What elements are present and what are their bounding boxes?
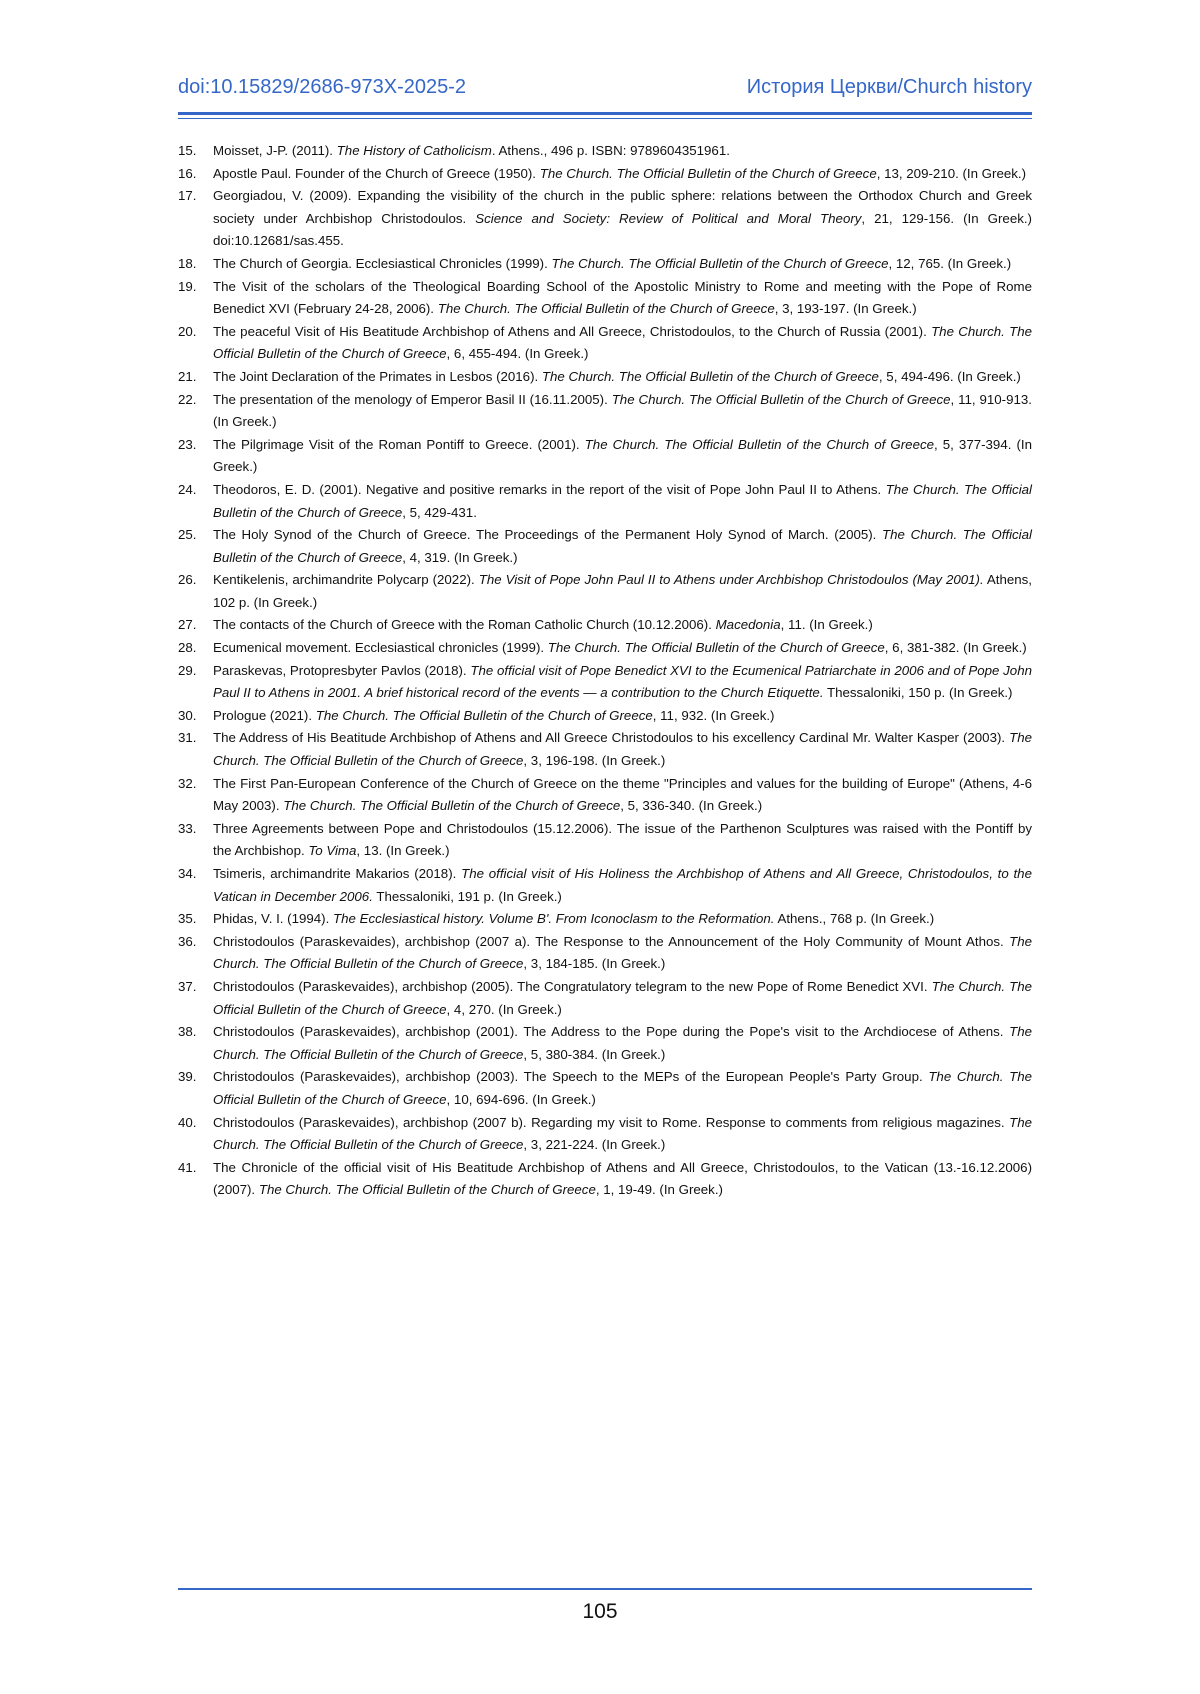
reference-number: 22.	[178, 391, 197, 407]
reference-item	[178, 818, 1032, 863]
reference-source: The Church. The Official Bulletin of the Church of Greece	[213, 978, 1032, 1017]
reference-text: The peaceful Visit of His Beatitude Archbishop of Athens and All Greece, Christodoulos, to the Church of Russia (2001).	[213, 323, 932, 339]
reference-details: , 12, 765. (In Greek.)	[888, 255, 1012, 271]
reference-number: 31.	[178, 730, 197, 746]
reference-number: 35.	[178, 911, 197, 927]
reference-item	[178, 773, 1032, 818]
reference-details: Athens, 102 p. (In Greek.)	[213, 572, 1032, 610]
reference-item	[178, 321, 1032, 366]
reference-source: The History of Catholicism	[336, 143, 492, 158]
reference-text: Phidas, V. I. (1994).	[213, 911, 333, 927]
reference-source: The Church. The Official Bulletin of the Church of Greece	[584, 436, 935, 452]
reference-text: Christodoulos (Paraskevaides), archbishop (2003). The Speech to the MEPs of the European People's Party Group.	[213, 1069, 929, 1085]
reference-number: 18.	[178, 255, 197, 271]
reference-text: Three Agreements between Pope and Christodoulos (15.12.2006). The issue of the Parthenon Sculptures was raised with the Pontiff by the Archbishop.	[213, 820, 1032, 859]
reference-source: The Church. The Official Bulletin of the Church of Greece	[213, 527, 1032, 565]
reference-text: The Chronicle of the official visit of His Beatitude Archbishop of Athens and All Greece, Christodoulos, to the Vatican (13.-16.12.2006) (2007).	[213, 1159, 1032, 1198]
reference-source: The Church. The Official Bulletin of the Church of Greece	[213, 323, 1032, 362]
reference-item	[178, 727, 1032, 772]
reference-number: 34.	[178, 866, 197, 881]
reference-source: The Church. The Official Bulletin of the Church of Greece	[258, 1182, 596, 1198]
reference-details: , 6, 381-382. (In Greek.)	[884, 640, 1027, 656]
reference-details: , 3, 221-224. (In Greek.)	[523, 1137, 666, 1153]
reference-number: 28.	[178, 640, 197, 656]
reference-item	[178, 1021, 1032, 1066]
reference-details: Athens., 768 p. (In Greek.)	[774, 911, 935, 927]
reference-source: The Church. The Official Bulletin of the Church of Greece	[213, 1069, 1032, 1107]
reference-source: The Church. The Official Bulletin of the Church of Greece	[213, 730, 1032, 769]
reference-text: Apostle Paul. Founder of the Church of Greece (1950).	[213, 165, 540, 181]
reference-source: The Church. The Official Bulletin of the Church of Greece	[283, 798, 621, 814]
reference-item	[178, 637, 1032, 660]
reference-source: The Church. The Official Bulletin of the Church of Greece	[611, 391, 951, 407]
reference-number: 37.	[178, 978, 197, 994]
reference-details: , 10, 694-696. (In Greek.)	[446, 1091, 596, 1107]
reference-source: The Church. The Official Bulletin of the Church of Greece	[213, 1024, 1032, 1062]
reference-details: , 3, 184-185. (In Greek.)	[523, 956, 666, 972]
reference-details: Thessaloniki, 191 p. (In Greek.)	[372, 888, 562, 904]
reference-details: , 13. (In Greek.)	[356, 843, 450, 859]
reference-item	[178, 660, 1032, 705]
reference-source: The Church. The Official Bulletin of the Church of Greece	[213, 1114, 1032, 1153]
reference-number: 25.	[178, 527, 197, 543]
reference-text: Ecumenical movement. Ecclesiastical chronicles (1999).	[213, 640, 548, 656]
reference-item	[178, 140, 1032, 163]
reference-item	[178, 276, 1032, 321]
reference-item	[178, 479, 1032, 524]
reference-source: To Vima	[308, 843, 357, 859]
reference-details: , 4, 270. (In Greek.)	[446, 1001, 562, 1017]
reference-item	[178, 163, 1032, 186]
reference-item	[178, 705, 1032, 728]
reference-number: 36.	[178, 933, 197, 949]
reference-details: . Athens., 496 p. ISBN: 9789604351961.	[491, 143, 730, 158]
footer-rule	[178, 1588, 1032, 1590]
reference-number: 16.	[178, 165, 197, 181]
reference-item	[178, 524, 1032, 569]
reference-details: , 11, 910-913. (In Greek.)	[213, 391, 1032, 430]
reference-details: , 13, 209-210. (In Greek.)	[876, 165, 1027, 181]
reference-number: 38.	[178, 1024, 197, 1040]
reference-text: The Holy Synod of the Church of Greece. The Proceedings of the Permanent Holy Synod of March. (2005).	[213, 527, 883, 543]
reference-item	[178, 908, 1032, 931]
reference-text: The Pilgrimage Visit of the Roman Pontiff to Greece. (2001).	[213, 436, 585, 452]
section-title: История Церкви/Church history	[746, 76, 1032, 98]
reference-item	[178, 185, 1032, 253]
reference-source: The official visit of His Holiness the Archbishop of Athens and All Greece, Christodoulos, to the Vatican in December 2006.	[213, 866, 1032, 904]
header-rule-thin	[178, 118, 1032, 119]
reference-source: The Church. The Official Bulletin of the Church of Greece	[315, 707, 653, 723]
reference-details: , 5, 336-340. (In Greek.)	[620, 798, 763, 814]
reference-details: , 11. (In Greek.)	[780, 617, 873, 633]
reference-number: 39.	[178, 1069, 197, 1085]
reference-text: Christodoulos (Paraskevaides), archbishop (2005). The Congratulatory telegram to the new Pope of Rome Benedict XVI.	[213, 978, 932, 994]
reference-text: Theodoros, E. D. (2001). Negative and positive remarks in the report of the visit of Pope John Paul II to Athens.	[213, 481, 886, 497]
reference-item	[178, 931, 1032, 976]
reference-number: 19.	[178, 278, 197, 294]
reference-text: Christodoulos (Paraskevaides), archbishop (2007 b). Regarding my visit to Rome. Response to comments from religious magazines.	[213, 1114, 1010, 1130]
reference-number: 23.	[178, 436, 197, 452]
reference-text: Tsimeris, archimandrite Makarios (2018).	[213, 866, 462, 881]
reference-number: 41.	[178, 1159, 197, 1175]
reference-source: Science and Society: Review of Political and Moral Theory	[475, 210, 862, 226]
reference-text: Paraskevas, Protopresbyter Pavlos (2018).	[213, 662, 471, 678]
reference-number: 17.	[178, 188, 197, 204]
reference-text: The contacts of the Church of Greece with the Roman Catholic Church (10.12.2006).	[213, 617, 716, 633]
doi-link[interactable]: doi:10.15829/2686-973X-2025-2	[178, 76, 467, 98]
reference-source: The Church. The Official Bulletin of the Church of Greece	[539, 165, 877, 181]
reference-number: 29.	[178, 662, 197, 678]
reference-number: 15.	[178, 143, 197, 158]
reference-source: The Ecclesiastical history. Volume B'. From Iconoclasm to the Reformation.	[333, 911, 775, 927]
reference-source: The Church. The Official Bulletin of the Church of Greece	[437, 301, 775, 317]
reference-text: The Address of His Beatitude Archbishop of Athens and All Greece Christodoulos to his excellency Cardinal Mr. Walter Kasper (2003).	[213, 730, 1010, 746]
reference-source: The Church. The Official Bulletin of the Church of Greece	[541, 368, 879, 384]
reference-source: Macedonia	[715, 617, 781, 633]
reference-text: The Church of Georgia. Ecclesiastical Chronicles (1999).	[213, 255, 552, 271]
reference-details: , 1, 19-49. (In Greek.)	[595, 1182, 723, 1198]
reference-details: , 11, 932. (In Greek.)	[652, 707, 775, 723]
running-header	[178, 70, 1032, 106]
reference-item	[178, 366, 1032, 389]
reference-source: The official visit of Pope Benedict XVI to the Ecumenical Patriarchate in 2006 and of Pope John Paul II to Athens in 2001. A brief historical record of the events — a contribution to the Church Etiquette.	[213, 662, 1032, 701]
reference-number: 21.	[178, 368, 197, 384]
reference-details: , 5, 429-431.	[402, 504, 477, 520]
reference-text: The Joint Declaration of the Primates in Lesbos (2016).	[213, 368, 542, 384]
reference-list	[178, 140, 1032, 1202]
reference-source: The Church. The Official Bulletin of the Church of Greece	[547, 640, 885, 656]
reference-item	[178, 569, 1032, 614]
reference-text: Prologue (2021).	[213, 707, 316, 723]
reference-details: , 5, 377-394. (In Greek.)	[213, 436, 1033, 475]
reference-number: 27.	[178, 617, 197, 633]
reference-text: The First Pan-European Conference of the Church of Greece on the theme "Principles and values for the building of Europe" (Athens, 4-6 May 2003).	[213, 775, 1032, 814]
page-number: 105	[582, 1600, 618, 1623]
reference-source: The Church. The Official Bulletin of the Church of Greece	[213, 481, 1033, 520]
reference-item	[178, 1112, 1032, 1157]
reference-details: , 3, 193-197. (In Greek.)	[774, 301, 917, 317]
reference-number: 33.	[178, 820, 197, 836]
reference-text: The presentation of the menology of Emperor Basil II (16.11.2005).	[213, 391, 612, 407]
reference-item	[178, 253, 1032, 276]
reference-item	[178, 1066, 1032, 1111]
reference-details: Thessaloniki, 150 p. (In Greek.)	[823, 685, 1013, 701]
reference-number: 20.	[178, 323, 197, 339]
reference-details: , 3, 196-198. (In Greek.)	[523, 753, 666, 769]
reference-source: The Visit of Pope John Paul II to Athens under Archbishop Christodoulos (May 2001).	[478, 572, 984, 588]
reference-source: The Church. The Official Bulletin of the Church of Greece	[213, 933, 1032, 972]
reference-text: Christodoulos (Paraskevaides), archbishop (2007 a). The Response to the Announcement of the Holy Community of Mount Athos.	[213, 933, 1010, 949]
reference-details: , 5, 380-384. (In Greek.)	[523, 1046, 666, 1062]
reference-number: 26.	[178, 572, 197, 588]
reference-text: Kentikelenis, archimandrite Polycarp (2022).	[213, 572, 479, 588]
reference-text: Christodoulos (Paraskevaides), archbishop (2001). The Address to the Pope during the Pope's visit to the Archdiocese of Athens.	[213, 1024, 1010, 1040]
reference-number: 32.	[178, 775, 197, 791]
reference-text: The Visit of the scholars of the Theological Boarding School of the Apostolic Ministry to Rome and meeting with the Pope of Rome Benedict XVI (February 24-28, 2006).	[213, 278, 1032, 317]
header-rule	[178, 112, 1032, 115]
reference-item	[178, 863, 1032, 908]
reference-number: 24.	[178, 481, 197, 497]
reference-number: 30.	[178, 707, 197, 723]
reference-details: , 5, 494-496. (In Greek.)	[878, 368, 1021, 384]
reference-item	[178, 976, 1032, 1021]
reference-item	[178, 389, 1032, 434]
reference-source: The Church. The Official Bulletin of the Church of Greece	[551, 255, 889, 271]
reference-text: Georgiadou, V. (2009). Expanding the visibility of the church in the public sphere: relations between the Orthodox Church and Greek society under Archbishop Christodoulos.	[213, 188, 1032, 226]
reference-number: 40.	[178, 1114, 197, 1130]
reference-item	[178, 434, 1032, 479]
reference-details: , 21, 129-156. (In Greek.) doi:10.12681/sas.455.	[213, 210, 1032, 249]
reference-details: , 4, 319. (In Greek.)	[402, 549, 518, 565]
reference-details: , 6, 455-494. (In Greek.)	[446, 346, 589, 362]
reference-text: Moisset, J-P. (2011).	[213, 143, 337, 158]
reference-item	[178, 614, 1032, 637]
reference-item	[178, 1157, 1032, 1202]
